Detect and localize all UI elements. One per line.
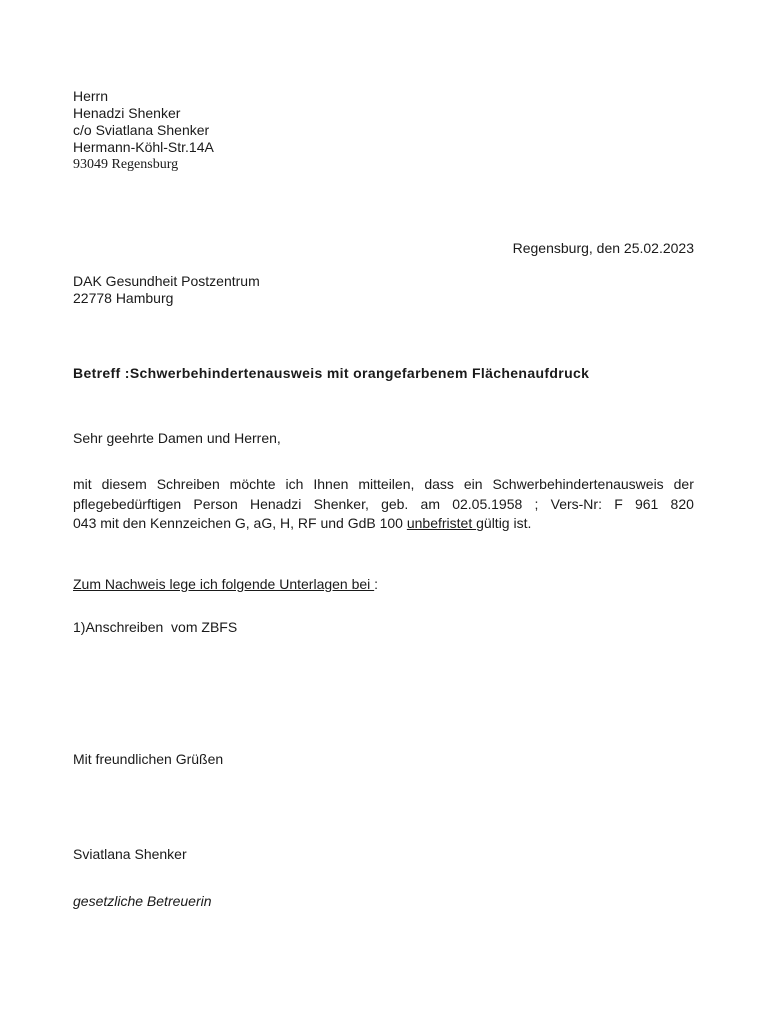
body-word: ein xyxy=(463,476,483,492)
sender-name: Henadzi Shenker xyxy=(73,105,181,121)
attachments-heading-text: Zum Nachweis lege ich folgende Unterlagen bei xyxy=(73,576,375,592)
body-word: F xyxy=(614,495,623,512)
body-word: mit xyxy=(73,476,92,492)
sender-address xyxy=(73,88,214,173)
closing: Mit freundlichen Grüßen xyxy=(73,751,224,767)
body-word: mitteilen, xyxy=(358,476,415,492)
body-word: Person xyxy=(193,495,238,512)
sender-city: 93049 Regensburg xyxy=(73,157,179,172)
sender-care-of: c/o Sviatlana Shenker xyxy=(73,122,210,138)
body-word: Shenker, xyxy=(313,495,369,512)
unbefristet-underlined: unbefristet xyxy=(406,515,477,531)
date-line: Regensburg, den 25.02.2023 xyxy=(512,240,694,256)
attachment-item-1: 1)Anschreiben vom ZBFS xyxy=(73,619,238,635)
recipient-address xyxy=(73,273,260,307)
body-word: am xyxy=(420,495,440,512)
recipient-name: DAK Gesundheit Postzentrum xyxy=(73,273,260,289)
body-line-2 xyxy=(73,495,694,515)
body-word: 02.05.1958 xyxy=(452,495,523,512)
sender-street: Hermann-Köhl-Str.14A xyxy=(73,139,214,155)
body-word: dass xyxy=(424,476,454,492)
body-word: geb. xyxy=(381,495,409,512)
body-word: 820 xyxy=(670,495,694,512)
attachments-heading xyxy=(73,576,378,593)
sender-salutation: Herrn xyxy=(73,88,109,104)
greeting: Sehr geehrte Damen und Herren, xyxy=(73,430,281,446)
recipient-city: 22778 Hamburg xyxy=(73,290,174,306)
body-word: Schwerbehindertenausweis xyxy=(492,476,664,492)
attachments-heading-colon: : xyxy=(374,576,379,592)
body-line-3 xyxy=(73,514,694,534)
body-word: diesem xyxy=(101,476,147,492)
body-line-3-end: gültig ist. xyxy=(476,515,532,531)
body-word: der xyxy=(673,476,694,492)
body-word: Vers-Nr: xyxy=(550,495,602,512)
subject-line: Betreff :Schwerbehindertenausweis mit orangefarbenem Flächenaufdruck xyxy=(73,365,590,381)
body-word: Ihnen xyxy=(313,476,349,492)
signature-name: Sviatlana Shenker xyxy=(73,846,187,862)
body-word: Schreiben xyxy=(156,476,220,492)
body-word: möchte xyxy=(229,476,276,492)
body-word: ich xyxy=(285,476,304,492)
body-paragraph xyxy=(73,475,694,534)
body-word: pflegebedürftigen xyxy=(73,495,182,512)
body-word: ; xyxy=(534,495,539,512)
body-line-3-text: 043 mit den Kennzeichen G, aG, H, RF und GdB 100 xyxy=(73,515,407,531)
signature-role: gesetzliche Betreuerin xyxy=(73,893,212,909)
body-line-1 xyxy=(73,475,694,495)
body-word: Henadzi xyxy=(250,495,302,512)
body-word: 961 xyxy=(634,495,659,512)
